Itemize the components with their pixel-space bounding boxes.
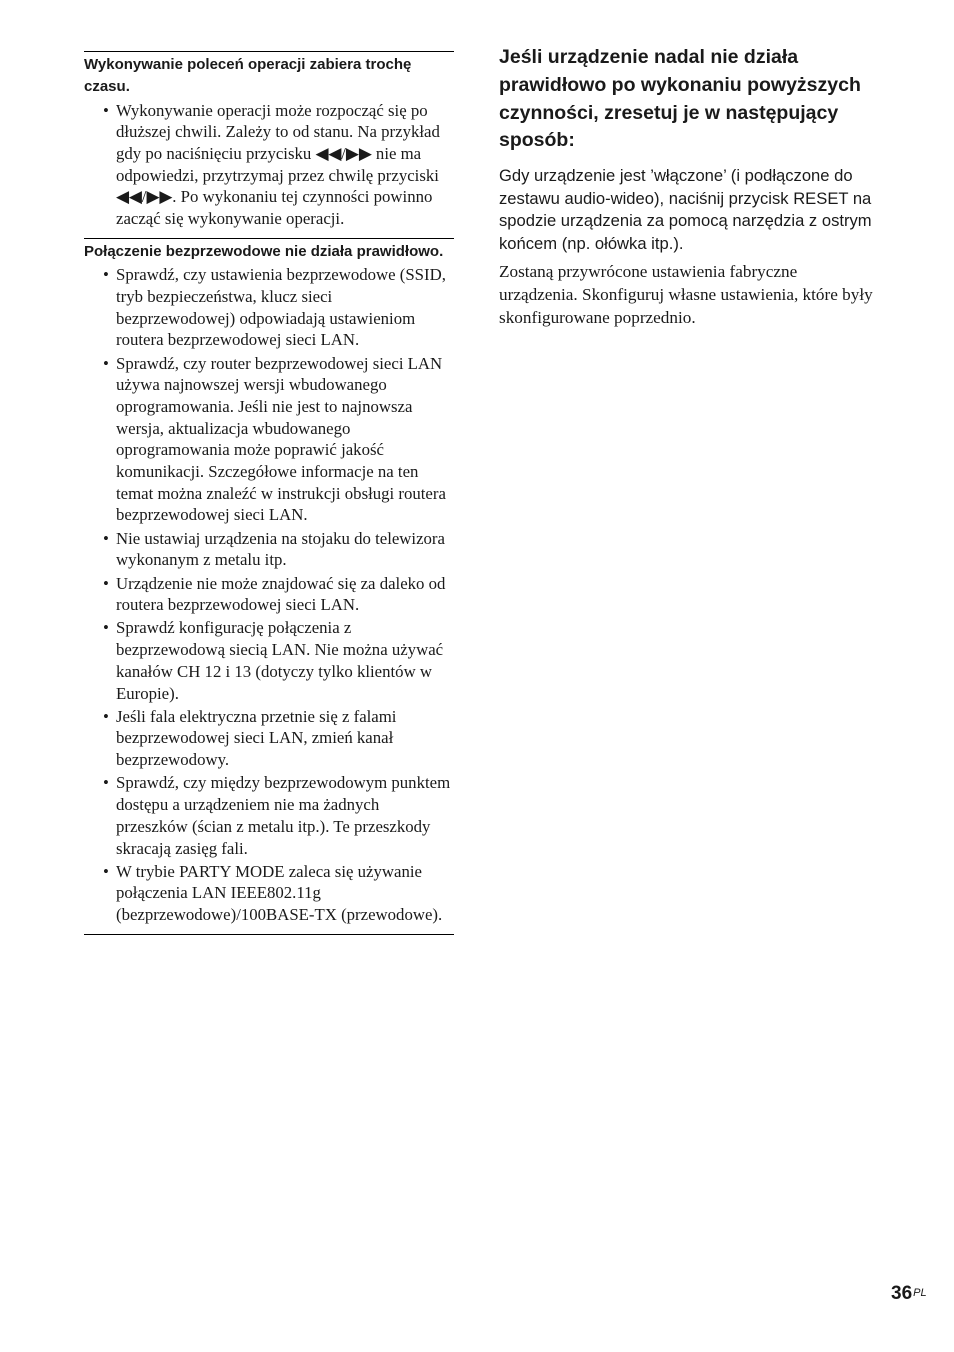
list-item: • Nie ustawiaj urządzenia na stojaku do telewizora wykonanym z metalu itp. [84, 528, 454, 571]
right-column [499, 44, 874, 329]
list-item: • Sprawdź, czy między bezprzewodowym punktem dostępu a urządzeniem nie ma żadnych przeszków (ścian z metalu itp.). Te przeszkody skracają zasięg fali. [84, 772, 454, 859]
section-heading: Wykonywanie poleceń operacji zabiera trochę czasu. [84, 56, 412, 95]
troubleshooting-section-delay [84, 51, 454, 230]
troubleshooting-section-wireless [84, 238, 454, 926]
list-item: • Urządzenie nie może znajdować się za daleko od routera bezprzewodowej sieci LAN. [84, 573, 454, 616]
list-item: • Jeśli fala elektryczna przetnie się z falami bezprzewodowej sieci LAN, zmień kanał bezprzewodowy. [84, 706, 454, 771]
section-heading: Połączenie bezprzewodowe nie działa prawidłowo. [84, 242, 444, 260]
section-divider [84, 934, 454, 935]
reset-note: Zostaną przywrócone ustawienia fabryczne urządzenia. Skonfiguruj własne ustawienia, które były skonfigurowane poprzednio. [499, 261, 873, 327]
list-item: • Wykonywanie operacji może rozpocząć się po dłuższej chwili. Zależy to od stanu. Na przykład gdy po naciśnięciu przycisku ◀◀/▶▶ nie ma odpowiedzi, przytrzymaj przez chwilę przyciski ◀◀/▶▶. Po wykonaniu tej czynności powinno zacząć się wykonywanie operacji. [84, 100, 454, 230]
language-code: PL [913, 1287, 927, 1299]
list-item: • Sprawdź, czy ustawienia bezprzewodowe (SSID, tryb bezpieczeństwa, klucz sieci bezprzewodowej) odpowiadają ustawieniom routera bezprzewodowej sieci LAN. [84, 264, 454, 351]
page-number-value: 36 [891, 1283, 913, 1304]
bullet-list [84, 264, 454, 926]
reset-instruction: Gdy urządzenie jest ’włączone’ (i podłączone do zestawu audio-wideo), naciśnij przycisk RESET na spodzie urządzenia za pomocą narzędzia z ostrym końcem (np. ołówka itp.). [499, 166, 872, 253]
list-item: • Sprawdź konfigurację połączenia z bezprzewodową siecią LAN. Nie można używać kanałów CH 12 i 13 (dotyczy tylko klientów w Europie). [84, 617, 454, 704]
bullet-list [84, 100, 454, 230]
reset-heading: Jeśli urządzenie nadal nie działa prawidłowo po wykonaniu powyższych czynności, zresetuj je w następujący sposób: [499, 46, 861, 152]
left-column [84, 51, 454, 935]
page-number [891, 1283, 927, 1305]
list-item: • Sprawdź, czy router bezprzewodowej sieci LAN używa najnowszej wersji wbudowanego oprogramowania. Jeśli nie jest to najnowsza wersja, aktualizacja wbudowanego oprogramowania może poprawić jakość komunikacji. Szczegółowe informacje na ten temat można znaleźć w instrukcji obsługi routera bezprzewodowej sieci LAN. [84, 353, 454, 527]
list-item: • W trybie PARTY MODE zaleca się używanie połączenia LAN IEEE802.11g (bezprzewodowe)/100BASE-TX (przewodowe). [84, 861, 454, 926]
